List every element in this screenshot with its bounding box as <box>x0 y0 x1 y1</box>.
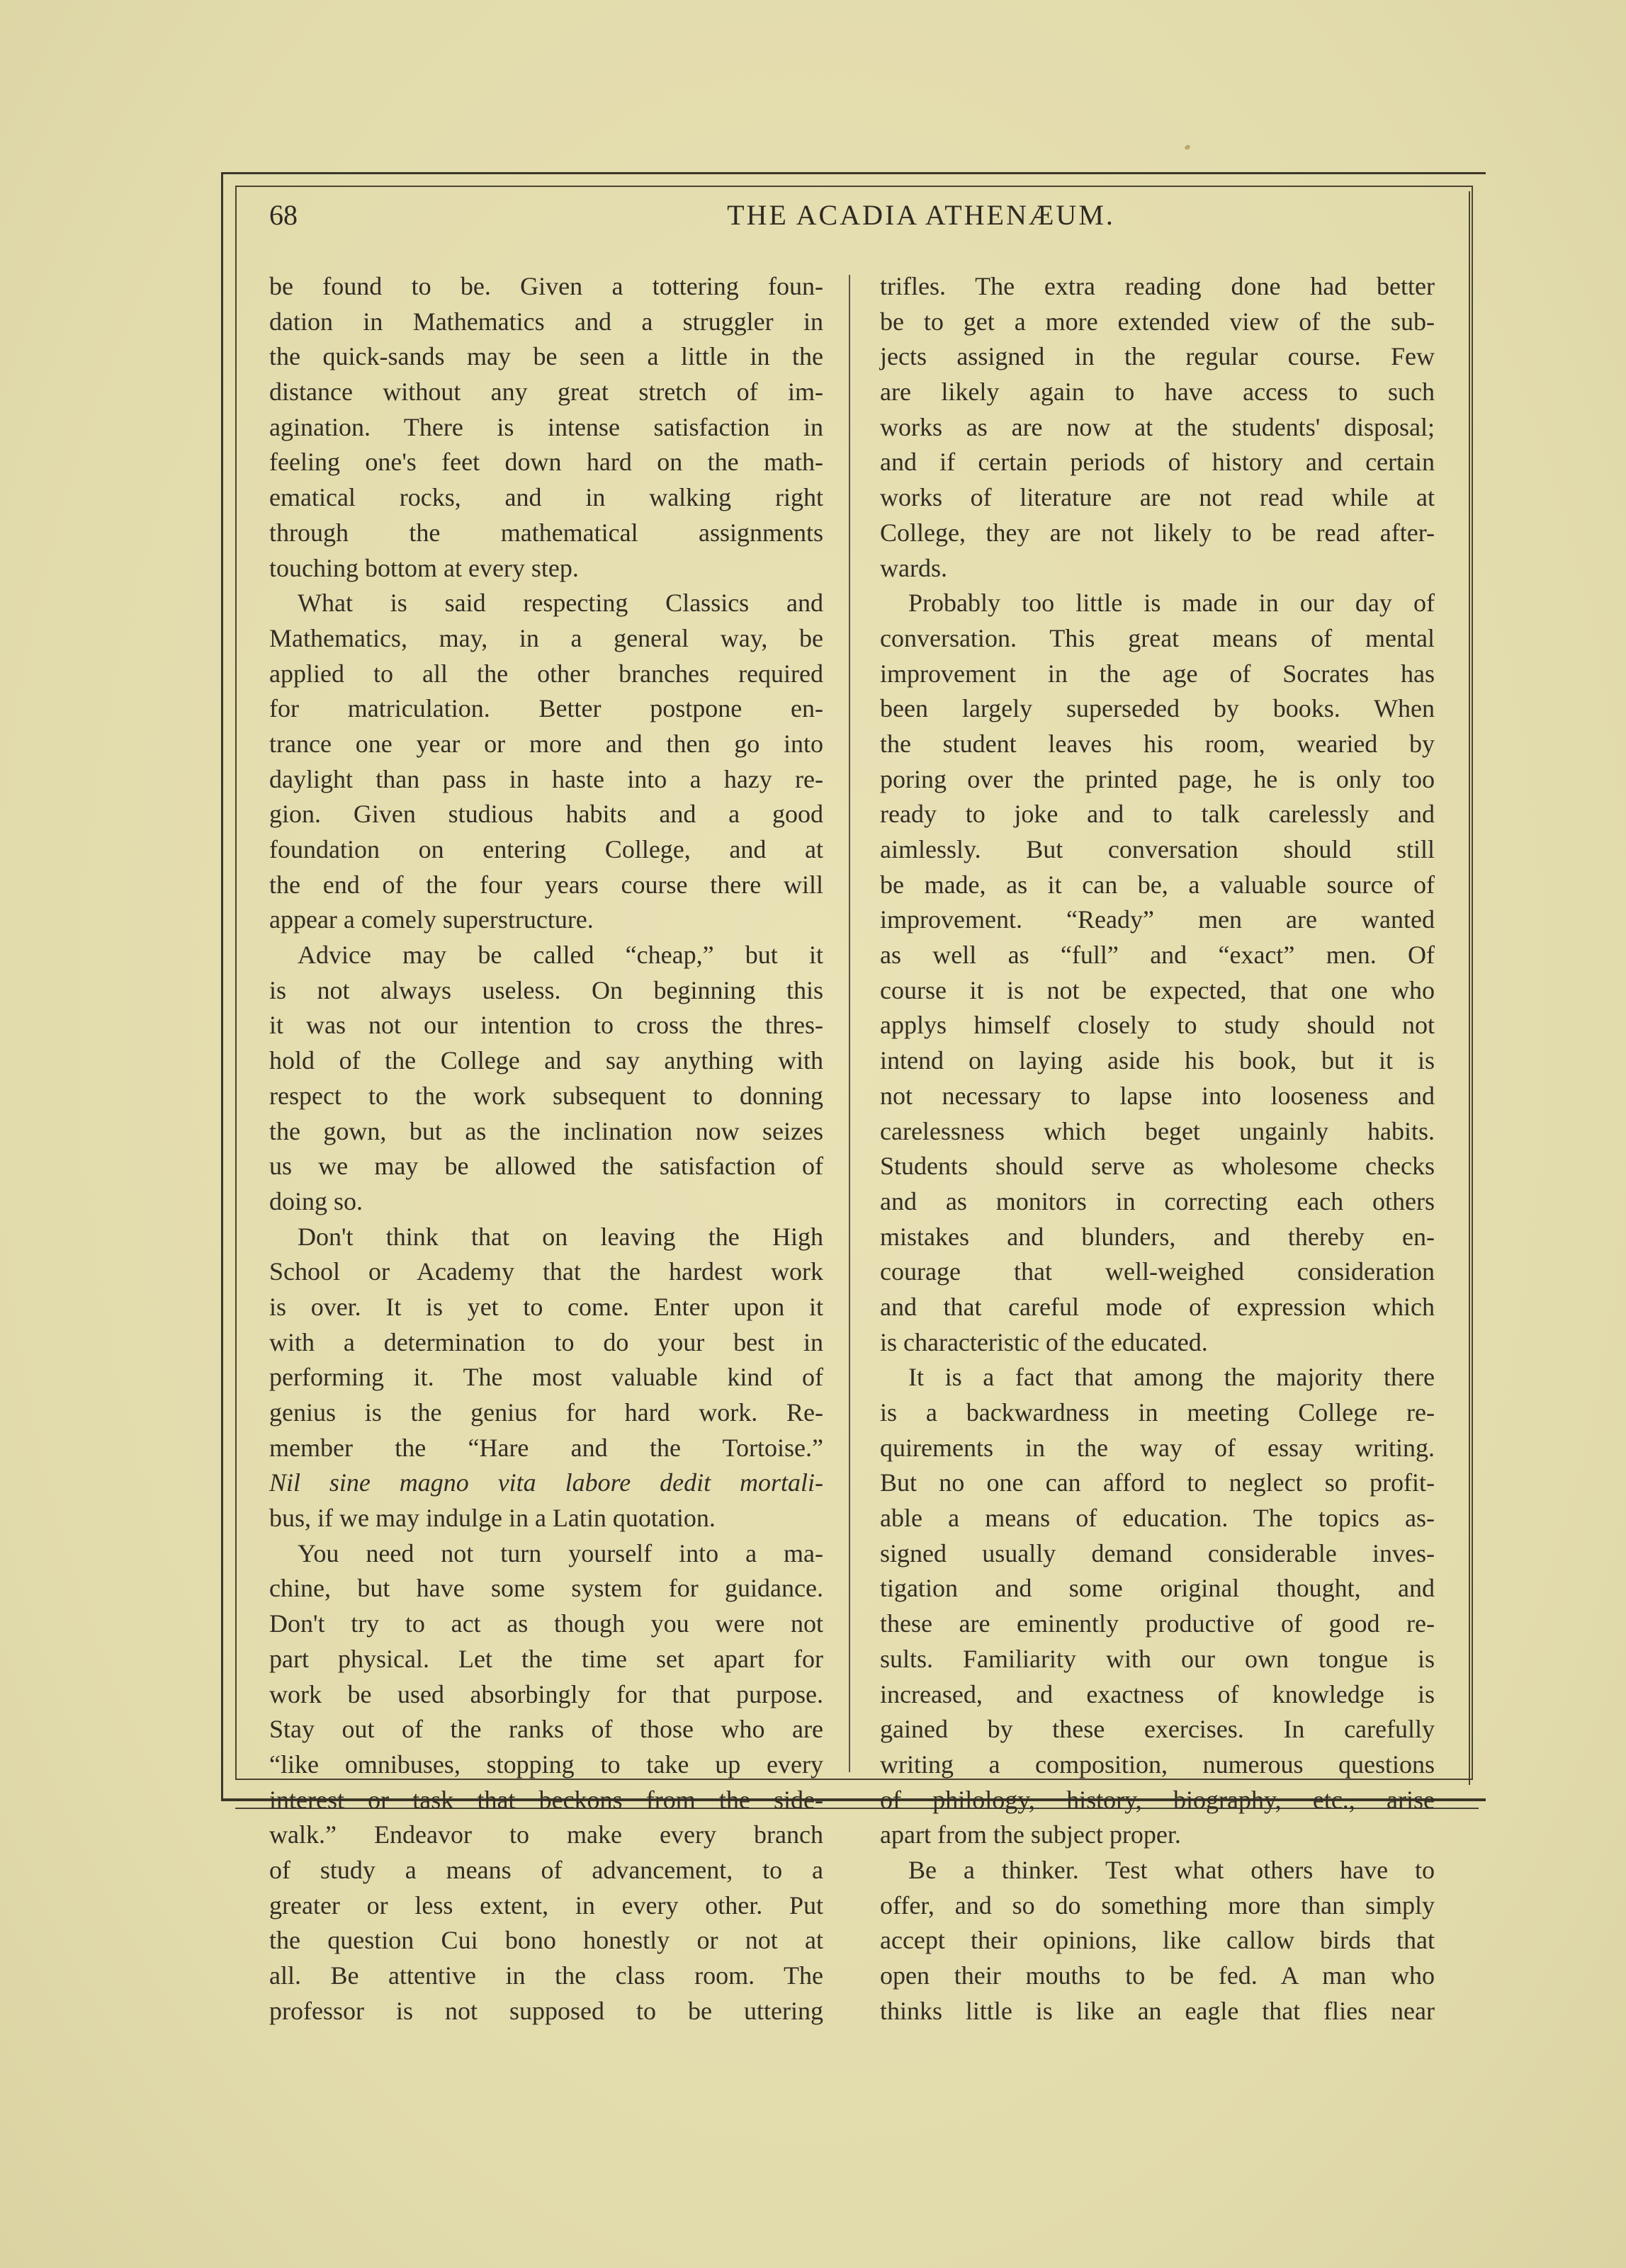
text-line: aimlessly. But conversation should still <box>880 835 1435 863</box>
text-line: the student leaves his room, wearied by <box>880 729 1435 758</box>
text-line: agination. There is intense satisfaction in <box>269 412 823 441</box>
text-line: Don't think that on leaving the High <box>298 1222 823 1251</box>
text-line: with a determination to do your best in <box>269 1327 823 1356</box>
text-line: bus, if we may indulge in a Latin quotation. <box>269 1504 716 1533</box>
text-line: ematical rocks, and in walking right <box>269 483 823 512</box>
text-line: trance one year or more and then go into <box>269 729 823 758</box>
text-line: School or Academy that the hardest work <box>269 1257 823 1286</box>
text-line: is characteristic of the educated. <box>880 1327 1208 1356</box>
text-line: of philology, history, biography, etc., arise <box>880 1785 1435 1814</box>
text-line: chine, but have some system for guidance. <box>269 1574 823 1603</box>
text-line: gained by these exercises. In carefully <box>880 1715 1435 1744</box>
text-line: wards. <box>880 553 947 582</box>
text-line: signed usually demand considerable inves- <box>880 1538 1435 1567</box>
text-line: it was not our intention to cross the thres- <box>269 1011 823 1040</box>
text-line: sults. Familiarity with our own tongue is <box>880 1644 1435 1673</box>
text-line: dation in Mathematics and a struggler in <box>269 307 823 336</box>
text-line: all. Be attentive in the class room. The <box>269 1961 823 1990</box>
text-line: quirements in the way of essay writing. <box>880 1433 1435 1462</box>
text-line: are likely again to have access to such <box>880 378 1435 407</box>
text-line: performing it. The most valuable kind of <box>269 1363 823 1392</box>
text-line: increased, and exactness of knowledge is <box>880 1679 1435 1708</box>
text-line: improvement. “Ready” men are wanted <box>880 905 1435 934</box>
text-line: ready to joke and to talk carelessly and <box>880 800 1435 829</box>
text-line: conversation. This great means of mental <box>880 623 1435 652</box>
text-line: distance without any great stretch of im- <box>269 378 823 407</box>
text-line: member the “Hare and the Tortoise.” <box>269 1433 823 1462</box>
text-line: Advice may be called “cheap,” but it <box>298 941 823 970</box>
text-line: as well as “full” and “exact” men. Of <box>880 941 1435 970</box>
text-line: is a backwardness in meeting College re- <box>880 1398 1435 1427</box>
text-line: works as are now at the students' disposal; <box>880 412 1435 441</box>
text-line: greater or less extent, in every other. Put <box>269 1890 823 1920</box>
text-line: been largely superseded by books. When <box>880 694 1435 723</box>
text-line: tigation and some original thought, and <box>880 1574 1435 1603</box>
text-line: be made, as it can be, a valuable source of <box>880 870 1435 899</box>
text-line: for matriculation. Better postpone en- <box>269 694 823 723</box>
text-line: apart from the subject proper. <box>880 1820 1181 1849</box>
text-line: respect to the work subsequent to donning <box>269 1081 823 1110</box>
text-line: course it is not be expected, that one who <box>880 975 1435 1004</box>
text-line: mistakes and blunders, and thereby en- <box>880 1222 1435 1251</box>
text-line: Probably too little is made in our day of <box>908 589 1435 618</box>
text-line: Don't try to act as though you were not <box>269 1609 823 1638</box>
text-line: the end of the four years course there will <box>269 870 823 899</box>
text-line: Stay out of the ranks of those who are <box>269 1715 823 1744</box>
text-line: walk.” Endeavor to make every branch <box>269 1820 823 1849</box>
text-line: and if certain periods of history and certain <box>880 448 1435 477</box>
text-line: thinks little is like an eagle that flies near <box>880 1996 1435 2025</box>
text-line: interest or task that beckons from the side- <box>269 1785 823 1814</box>
text-line: works of literature are not read while at <box>880 483 1435 512</box>
text-line: touching bottom at every step. <box>269 553 579 582</box>
text-line: doing so. <box>269 1186 363 1215</box>
text-line: of study a means of advancement, to a <box>269 1855 823 1884</box>
journal-title: THE ACADIA ATHENÆUM. <box>727 199 1115 231</box>
text-line: gion. Given studious habits and a good <box>269 800 823 829</box>
right-column <box>880 269 1435 2029</box>
text-line: trifles. The extra reading done had better <box>880 272 1435 300</box>
text-line: and that careful mode of expression which <box>880 1292 1435 1321</box>
text-line: genius is the genius for hard work. Re- <box>269 1398 823 1427</box>
text-line: foundation on entering College, and at <box>269 835 823 863</box>
text-line: “like omnibuses, stopping to take up every <box>269 1750 823 1779</box>
text-line: Students should serve as wholesome checks <box>880 1152 1435 1181</box>
text-line: What is said respecting Classics and <box>298 589 823 618</box>
text-line: be found to be. Given a tottering foun- <box>269 272 823 300</box>
text-line: professor is not supposed to be uttering <box>269 1996 823 2025</box>
text-line: the question Cui bono honestly or not at <box>269 1926 823 1955</box>
text-line: appear a comely superstructure. <box>269 905 594 934</box>
text-line: these are eminently productive of good re- <box>880 1609 1435 1638</box>
text-line: the gown, but as the inclination now seizes <box>269 1116 823 1145</box>
text-line: feeling one's feet down hard on the math- <box>269 448 823 477</box>
text-line: intend on laying aside his book, but it is <box>880 1046 1435 1075</box>
text-line: open their mouths to be fed. A man who <box>880 1961 1435 1990</box>
column-divider <box>849 275 850 1772</box>
text-line: jects assigned in the regular course. Few <box>880 342 1435 371</box>
page-number: 68 <box>269 199 298 231</box>
text-line: Mathematics, may, in a general way, be <box>269 623 823 652</box>
text-line: is over. It is yet to come. Enter upon it <box>269 1292 823 1321</box>
text-line: improvement in the age of Socrates has <box>880 659 1435 688</box>
text-line: through the mathematical assignments <box>269 518 823 547</box>
text-line: be to get a more extended view of the sub- <box>880 307 1435 336</box>
right-edge-rule <box>1469 191 1470 1785</box>
text-line: carelessness which beget ungainly habits. <box>880 1116 1435 1145</box>
text-line: courage that well-weighed consideration <box>880 1257 1435 1286</box>
text-line: able a means of education. The topics as- <box>880 1504 1435 1533</box>
text-line: part physical. Let the time set apart for <box>269 1644 823 1673</box>
text-line: College, they are not likely to be read after- <box>880 518 1435 547</box>
text-line: writing a composition, numerous questions <box>880 1750 1435 1779</box>
text-line: accept their opinions, like callow birds that <box>880 1926 1435 1955</box>
text-line: us we may be allowed the satisfaction of <box>269 1152 823 1181</box>
text-line: applied to all the other branches required <box>269 659 823 688</box>
left-column <box>269 269 823 2029</box>
text-line: and as monitors in correcting each others <box>880 1186 1435 1215</box>
running-header <box>269 198 1403 241</box>
text-line: offer, and so do something more than simply <box>880 1890 1435 1920</box>
text-line: You need not turn yourself into a ma- <box>298 1538 823 1567</box>
text-line: It is a fact that among the majority there <box>908 1363 1435 1392</box>
text-line: is not always useless. On beginning this <box>269 975 823 1004</box>
text-line: Nil sine magno vita labore dedit mortali- <box>269 1468 823 1497</box>
text-line: not necessary to lapse into looseness and <box>880 1081 1435 1110</box>
text-line: work be used absorbingly for that purpose. <box>269 1679 823 1708</box>
text-line: But no one can afford to neglect so profit- <box>880 1468 1435 1497</box>
text-line: the quick-sands may be seen a little in the <box>269 342 823 371</box>
text-line: daylight than pass in haste into a hazy re- <box>269 764 823 793</box>
text-line: hold of the College and say anything with <box>269 1046 823 1075</box>
text-line: applys himself closely to study should not <box>880 1011 1435 1040</box>
text-line: Be a thinker. Test what others have to <box>908 1855 1435 1884</box>
text-line: poring over the printed page, he is only too <box>880 764 1435 793</box>
